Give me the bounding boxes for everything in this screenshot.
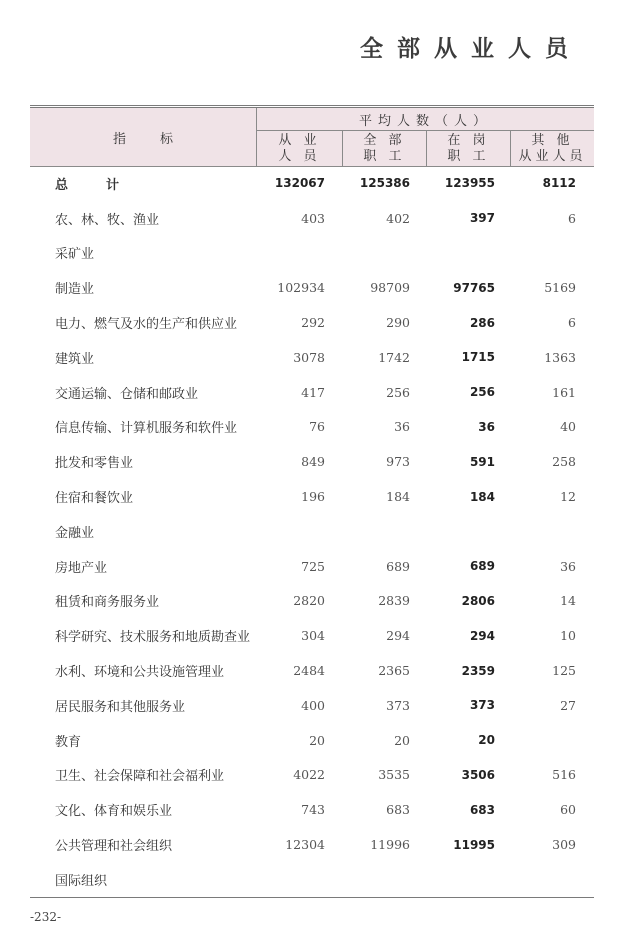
value-cell: 36: [394, 419, 410, 435]
value-cell: 1742: [378, 349, 410, 365]
table-header: [30, 108, 594, 167]
value-cell: [425, 862, 495, 897]
value-cell: 10: [560, 628, 576, 644]
value-cell: 743: [301, 802, 325, 818]
table-row: [30, 514, 594, 549]
value-cell: 5169: [544, 280, 576, 296]
row-label: 总计: [55, 177, 158, 193]
value-cell: 11996: [370, 837, 410, 853]
value-cell: 20: [478, 733, 495, 748]
row-label: 住宿和餐饮业: [55, 491, 134, 507]
bottom-rule: [30, 897, 594, 898]
row-label: 公共管理和社会组织: [55, 839, 173, 855]
value-cell: 132067: [274, 176, 325, 191]
table-row: [30, 444, 594, 479]
value-cell: 3535: [378, 767, 410, 783]
table-row: [30, 340, 594, 375]
value-cell: [342, 862, 410, 897]
value-cell: 256: [469, 385, 495, 400]
value-cell: 184: [386, 489, 410, 505]
value-cell: 591: [469, 454, 495, 469]
indicator-header: 指标: [112, 131, 207, 147]
value-cell: 304: [301, 628, 325, 644]
row-label: 采矿业: [55, 247, 95, 263]
value-cell: 4022: [293, 767, 325, 783]
value-cell: 2806: [461, 593, 495, 608]
row-label: 文化、体育和娱乐业: [55, 804, 173, 820]
row-label: 水利、环境和公共设施管理业: [55, 665, 225, 681]
value-cell: 373: [386, 697, 410, 713]
row-label: 卫生、社会保障和社会福利业: [55, 769, 225, 785]
table-row: [30, 410, 594, 445]
value-cell: 683: [469, 802, 495, 817]
value-cell: 400: [301, 697, 325, 713]
table-row: [30, 653, 594, 688]
value-cell: 3506: [461, 767, 495, 782]
value-cell: [257, 514, 325, 549]
value-cell: 849: [301, 454, 325, 470]
column-header-all-staff: 全 部 职 工: [363, 132, 406, 164]
table-row: [30, 270, 594, 305]
total-row: [30, 166, 594, 201]
value-cell: 973: [386, 454, 410, 470]
row-label: 房地产业: [55, 560, 108, 576]
table-row: [30, 236, 594, 271]
value-cell: 12: [560, 489, 576, 505]
value-cell: 11995: [453, 837, 495, 852]
row-label: 建筑业: [55, 351, 95, 367]
value-cell: 36: [478, 419, 495, 434]
row-label: 电力、燃气及水的生产和供应业: [55, 317, 238, 333]
value-cell: 27: [560, 697, 576, 713]
value-cell: 725: [301, 558, 325, 574]
value-cell: 1363: [544, 349, 576, 365]
row-label: 农、林、牧、渔业: [55, 212, 160, 228]
value-cell: 161: [552, 384, 576, 400]
value-cell: 125: [552, 663, 576, 679]
value-cell: 417: [301, 384, 325, 400]
value-cell: 402: [386, 210, 410, 226]
value-cell: 286: [469, 315, 495, 330]
table-row: [30, 584, 594, 619]
value-cell: 8112: [542, 176, 576, 191]
value-cell: 60: [560, 802, 576, 818]
row-label: 制造业: [55, 282, 95, 298]
value-cell: 76: [309, 419, 325, 435]
value-cell: 20: [394, 732, 410, 748]
table-row: [30, 549, 594, 584]
value-cell: 12304: [285, 837, 325, 853]
value-cell: 2484: [293, 663, 325, 679]
value-cell: 689: [386, 558, 410, 574]
page-number: -232-: [30, 910, 62, 924]
value-cell: 309: [552, 837, 576, 853]
value-cell: 689: [469, 559, 495, 574]
table-row: [30, 827, 594, 862]
row-label: 租赁和商务服务业: [55, 595, 160, 611]
value-cell: 6: [568, 210, 576, 226]
row-label: 居民服务和其他服务业: [55, 699, 186, 715]
value-cell: 373: [469, 698, 495, 713]
value-cell: 292: [301, 315, 325, 331]
table-row: [30, 792, 594, 827]
value-cell: 258: [552, 454, 576, 470]
table-row: [30, 375, 594, 410]
value-cell: 98709: [370, 280, 410, 296]
value-cell: 2359: [461, 663, 495, 678]
value-cell: 196: [301, 489, 325, 505]
column-header-employed: 从 业 人 员: [278, 132, 321, 164]
table-row: [30, 479, 594, 514]
value-cell: 14: [560, 593, 576, 609]
value-cell: 2820: [293, 593, 325, 609]
value-cell: 102934: [277, 280, 325, 296]
value-cell: 6: [568, 315, 576, 331]
value-cell: [425, 236, 495, 271]
value-cell: 294: [469, 628, 495, 643]
row-label: 交通运输、仓储和邮政业: [55, 386, 199, 402]
table-row: [30, 688, 594, 723]
top-rule: [30, 105, 594, 106]
row-label: 金融业: [55, 525, 95, 541]
value-cell: 40: [560, 419, 576, 435]
average-count-header: 平均人数（人）: [358, 113, 492, 129]
value-cell: 2839: [378, 593, 410, 609]
value-cell: 397: [469, 211, 495, 226]
value-cell: [342, 514, 410, 549]
column-header-on-post: 在 岗 职 工: [447, 132, 490, 164]
table-row: [30, 305, 594, 340]
table-row: [30, 618, 594, 653]
value-cell: 184: [469, 489, 495, 504]
value-cell: 36: [560, 558, 576, 574]
value-cell: 1715: [461, 350, 495, 365]
table-body: [30, 166, 594, 897]
value-cell: [510, 236, 576, 271]
value-cell: 20: [309, 732, 325, 748]
value-cell: [257, 236, 325, 271]
column-header-other: 其 他 从业人员: [518, 132, 587, 164]
value-cell: 2365: [378, 663, 410, 679]
value-cell: 123955: [444, 176, 495, 191]
value-cell: [510, 862, 576, 897]
value-cell: 294: [386, 628, 410, 644]
value-cell: 403: [301, 210, 325, 226]
value-cell: [510, 514, 576, 549]
value-cell: [425, 514, 495, 549]
row-label: 教育: [55, 734, 82, 750]
value-cell: 256: [386, 384, 410, 400]
table-row: [30, 862, 594, 897]
value-cell: 3078: [293, 349, 325, 365]
row-label: 国际组织: [55, 873, 108, 889]
page-title: 全部从业人员: [360, 36, 582, 62]
table-row: [30, 201, 594, 236]
value-cell: [257, 862, 325, 897]
value-cell: [342, 236, 410, 271]
value-cell: 125386: [359, 176, 410, 191]
value-cell: 683: [386, 802, 410, 818]
value-cell: 97765: [453, 280, 495, 295]
table-row: [30, 723, 594, 758]
table-row: [30, 758, 594, 793]
value-cell: [510, 723, 576, 758]
value-cell: 290: [386, 315, 410, 331]
row-label: 科学研究、技术服务和地质勘查业: [55, 630, 251, 646]
row-label: 批发和零售业: [55, 456, 134, 472]
row-label: 信息传输、计算机服务和软件业: [55, 421, 238, 437]
value-cell: 516: [552, 767, 576, 783]
